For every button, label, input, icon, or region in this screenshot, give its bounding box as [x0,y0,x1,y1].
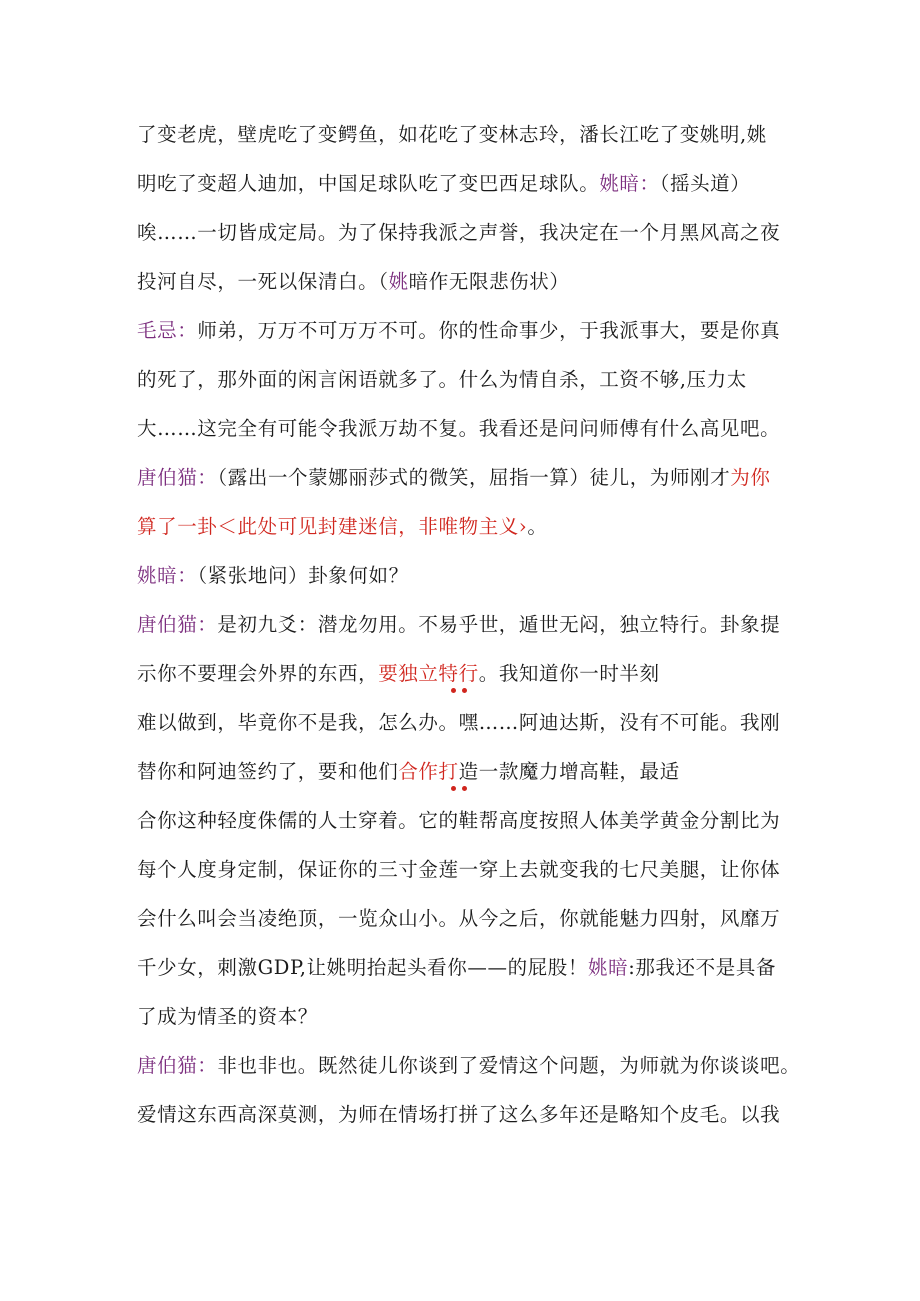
emphasis-dots [137,684,797,696]
speaker-name: 姚暗： [599,172,660,195]
text-line [137,502,797,551]
text-line [137,404,797,453]
speaker-name: 唐伯猫： [137,1054,218,1077]
emphasis-dot [451,786,456,791]
highlighted-text: 为你 [730,466,771,489]
text-segment: 造一款魔力增高鞋，最适 [458,760,680,783]
stage-direction: （摇头道） [659,172,751,195]
highlighted-text: 合作打 [398,760,459,783]
text-segment: （露出一个蒙娜丽莎式的微笑，屈指一算）徒儿，为师刚才 [217,466,731,489]
emphasis-dot [462,688,467,693]
text-segment: 大……这完全有可能令我派万劫不复。我看还是问问师傅有什么高见吧。 [137,417,781,440]
text-segment: 示你不要理会外界的东西， [137,662,379,685]
text-segment: 的死了，那外面的闲言闲语就多了。什么为情自杀，工资不够,压力太 [137,368,747,391]
text-line [137,355,797,404]
text-segment: 。 [527,515,548,538]
highlighted-text: 要独立特行 [378,662,479,685]
text-line [137,943,797,992]
highlighted-text: 算了一卦＜此处可见封建迷信，非唯物主义› [137,515,528,538]
text-line [137,600,797,649]
text-segment: 非也非也。既然徒儿你谈到了爱情这个问题，为师就为你谈谈吧。 [217,1054,801,1077]
text-line [137,257,797,306]
text-segment: 难以做到，毕竟你不是我，怎么办。嘿……阿迪达斯，没有不可能。我刚 [137,711,781,734]
speaker-name: 姚 [388,270,409,293]
text-segment: 。我知道你一时半刻 [478,662,660,685]
emphasis-dot [451,688,456,693]
text-line [137,796,797,845]
stage-direction: 暗作无限悲伤状） [408,270,570,293]
text-line [137,1090,797,1139]
text-line [137,110,797,159]
text-line [137,453,797,502]
text-segment: :那我还不是具备 [628,956,777,979]
text-line [137,992,797,1041]
text-segment: 了变老虎，壁虎吃了变鳄鱼，如花吃了变林志玲，潘长江吃了变姚明,姚 [137,123,767,146]
speaker-name: 姚暗 [587,956,629,979]
text-segment: 唉……一切皆成定局。为了保持我派之声誉，我决定在一个月黑风高之夜 [137,221,781,244]
text-segment: 爱情这东西高深莫测，为师在情场打拼了这么多年还是略知个皮毛。以我 [137,1103,781,1126]
stage-direction: （紧张地问）卦象何如？ [197,564,409,587]
text-segment: 会什么叫会当凌绝顶，一览众山小。从今之后，你就能魅力四射，风靡万 [137,907,781,930]
text-line [137,306,797,355]
emphasis-dot [462,786,467,791]
text-segment: 明吃了变超人迪加，中国足球队吃了变巴西足球队。 [137,172,600,195]
speaker-name: 姚暗： [137,564,198,587]
text-line [137,208,797,257]
text-segment: 了成为情圣的资本？ [137,1005,318,1028]
text-segment: 合你这种轻度侏儒的人士穿着。它的鞋帮高度按照人体美学黄金分割比为 [137,809,781,832]
text-line [137,551,797,600]
text-segment: 替你和阿迪签约了，要和他们 [137,760,399,783]
text-segment: 千少女，刺激GDP,让姚明抬起头看你——的屁股！ [137,956,588,979]
speaker-name: 毛忌： [137,319,198,342]
text-segment: 是初九爻：潜龙勿用。不易乎世，遁世无闷，独立特行。卦象提 [217,613,781,636]
text-line [137,1041,801,1090]
text-line [137,894,797,943]
text-line [137,159,797,208]
text-segment: 师弟，万万不可万万不可。你的性命事少，于我派事大，要是你真 [197,319,781,342]
text-segment: 每个人度身定制，保证你的三寸金莲一穿上去就变我的七尺美腿，让你体 [137,858,781,881]
speaker-name: 唐伯猫： [137,613,218,636]
document-body [137,110,801,1139]
text-line [137,845,797,894]
speaker-name: 唐伯猫： [137,466,218,489]
text-segment: 投河自尽，一死以保清白。（ [137,270,389,293]
text-line [137,698,797,747]
emphasis-dots [137,782,797,794]
